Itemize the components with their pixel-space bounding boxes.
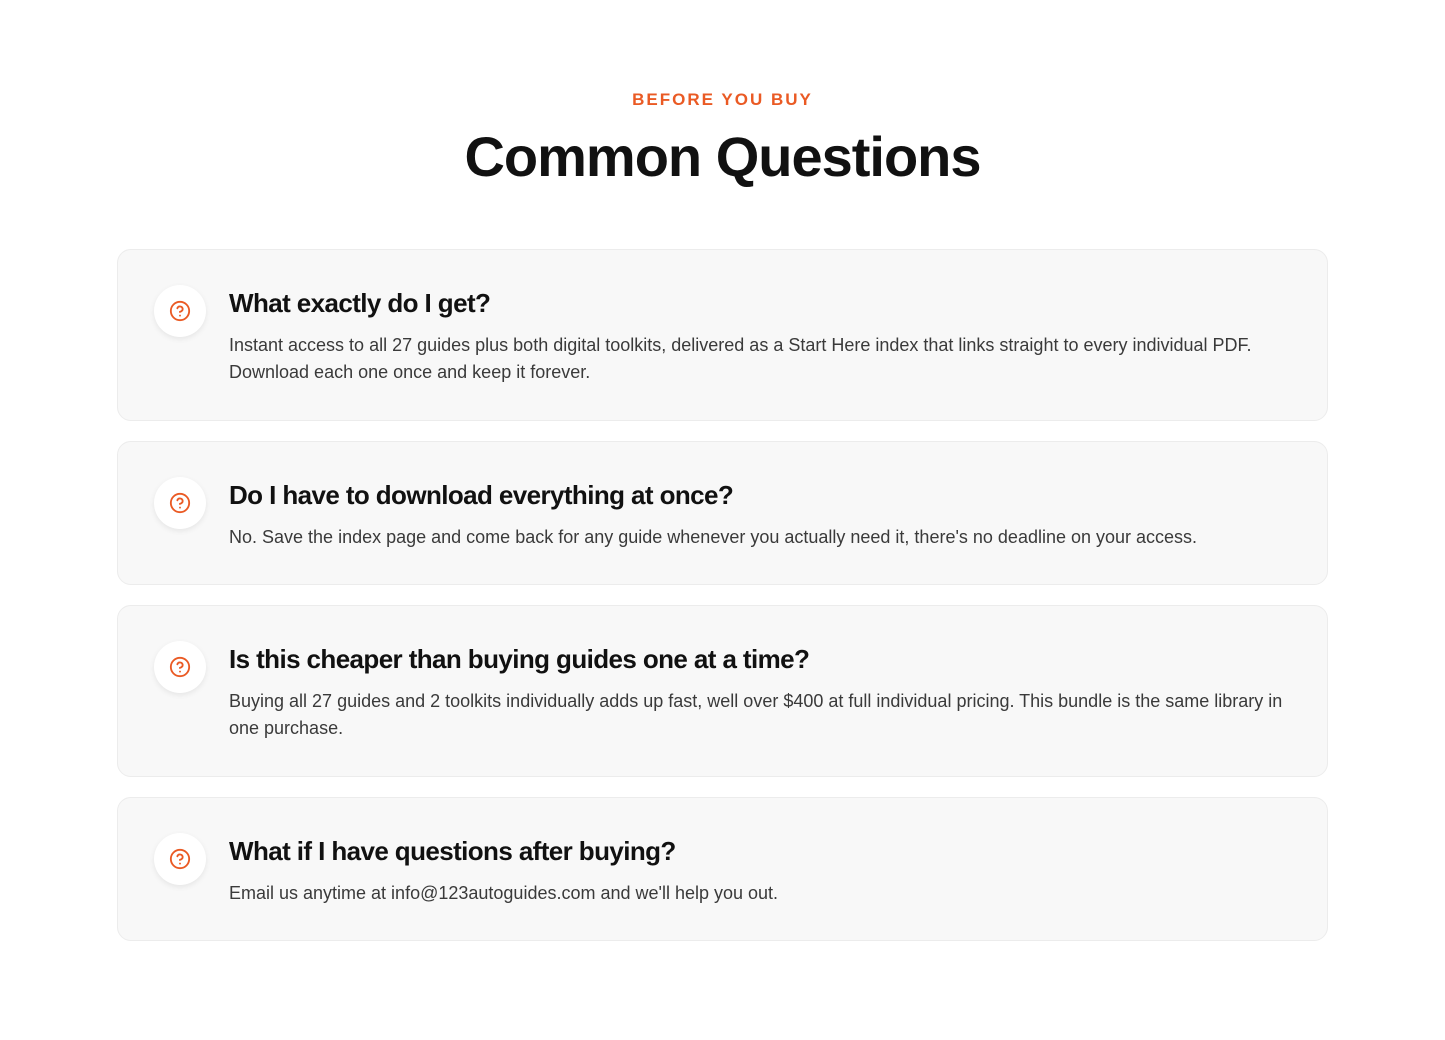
faq-answer: Instant access to all 27 guides plus both digital toolkits, delivered as a Start Here index that links straight to every individual PDF. Download each one once and keep it forever.: [229, 335, 1252, 382]
faq-item[interactable]: [117, 441, 1328, 585]
faq-list: [117, 249, 1328, 961]
faq-answer: Email us anytime at info@123autoguides.com and we'll help you out.: [229, 883, 779, 903]
faq-question: Is this cheaper than buying guides one at a time?: [229, 644, 810, 674]
faq-answer: Buying all 27 guides and 2 toolkits individually adds up fast, well over $400 at full individual pricing. This bundle is the same library in one purchase.: [229, 691, 1283, 738]
faq-item[interactable]: [117, 605, 1328, 777]
faq-item[interactable]: [117, 249, 1328, 421]
question-circle-icon: [154, 641, 206, 693]
faq-item[interactable]: [117, 797, 1328, 941]
question-circle-icon: [154, 285, 206, 337]
question-circle-icon: [154, 833, 206, 885]
faq-question: What if I have questions after buying?: [229, 836, 676, 866]
faq-answer: No. Save the index page and come back for any guide whenever you actually need it, there's no deadline on your access.: [229, 527, 1198, 547]
question-circle-icon: [154, 477, 206, 529]
faq-question: Do I have to download everything at once?: [229, 480, 734, 510]
section-eyebrow: BEFORE YOU BUY: [632, 90, 813, 109]
faq-question: What exactly do I get?: [229, 288, 491, 318]
section-title: Common Questions: [464, 125, 981, 188]
